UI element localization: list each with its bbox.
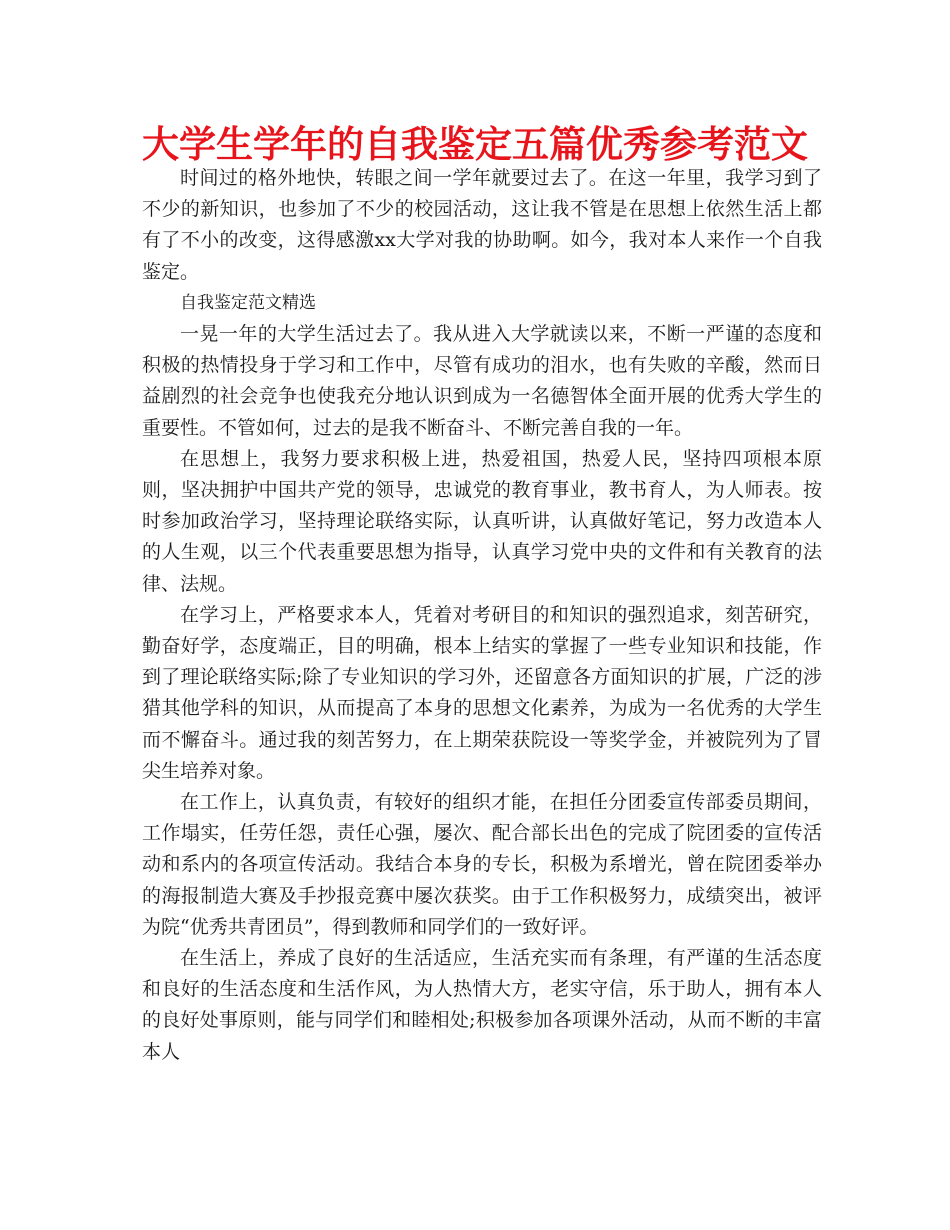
section-heading: 自我鉴定范文精选: [180, 292, 316, 313]
document-body: [142, 163, 822, 1068]
paragraph-overview: 一晃一年的大学生活过去了。我从进入大学就读以来，不断一严谨的态度和积极的热情投身于学习和工作中，尽管有成功的泪水，也有失败的辛酸，然而日益剧烈的社会竞争也使我充分地认识到成为一名德智体全面开展的优秀大学生的重要性。不管如何，过去的是我不断奋斗、不断完善自我的一年。: [142, 323, 822, 439]
paragraph-life: 在生活上，养成了良好的生活适应，生活充实而有条理，有严谨的生活态度和良好的生活态度和生活作风，为人热情大方，老实守信，乐于助人，拥有本人的良好处事原则，能与同学们和睦相处;积极参加各项课外活动，从而不断的丰富本人: [142, 947, 822, 1063]
paragraph-intro: 时间过的格外地快，转眼之间一学年就要过去了。在这一年里，我学习到了不少的新知识，也参加了不少的校园活动，这让我不管是在思想上依然生活上都有了不小的改变，这得感激xx大学对我的协助啊。如今，我对本人来作一个自我鉴定。: [142, 167, 822, 283]
paragraph-ideology: 在思想上，我努力要求积极上进，热爱祖国，热爱人民，坚持四项根本原则，坚决拥护中国共产党的领导，忠诚党的教育事业，教书育人，为人师表。按时参加政治学习，坚持理论联络实际，认真听讲，认真做好笔记，努力改造本人的人生观，以三个代表重要思想为指导，认真学习党中央的文件和有关教育的法律、法规。: [142, 447, 822, 595]
paragraph-study: 在学习上，严格要求本人，凭着对考研目的和知识的强烈追求，刻苦研究，勤奋好学，态度端正，目的明确，根本上结实的掌握了一些专业知识和技能，作到了理论联络实际;除了专业知识的学习外，还留意各方面知识的扩展，广泛的涉猎其他学科的知识，从而提高了本身的思想文化素养，为成为一名优秀的大学生而不懈奋斗。通过我的刻苦努力，在上期荣获院设一等奖学金，并被院列为了冒尖生培养对象。: [142, 603, 822, 782]
paragraph-work: 在工作上，认真负责，有较好的组织才能，在担任分团委宣传部委员期间，工作塌实，任劳任怨，责任心强，屡次、配合部长出色的完成了院团委的宣传活动和系内的各项宣传活动。我结合本身的专长，积极为系增光，曾在院团委举办的海报制造大赛及手抄报竞赛中屡次获奖。由于工作积极努力，成绩突出，被评为院“优秀共青团员”，得到教师和同学们的一致好评。: [142, 791, 822, 938]
document-title: 大学生学年的自我鉴定五篇优秀参考范文: [142, 123, 808, 166]
